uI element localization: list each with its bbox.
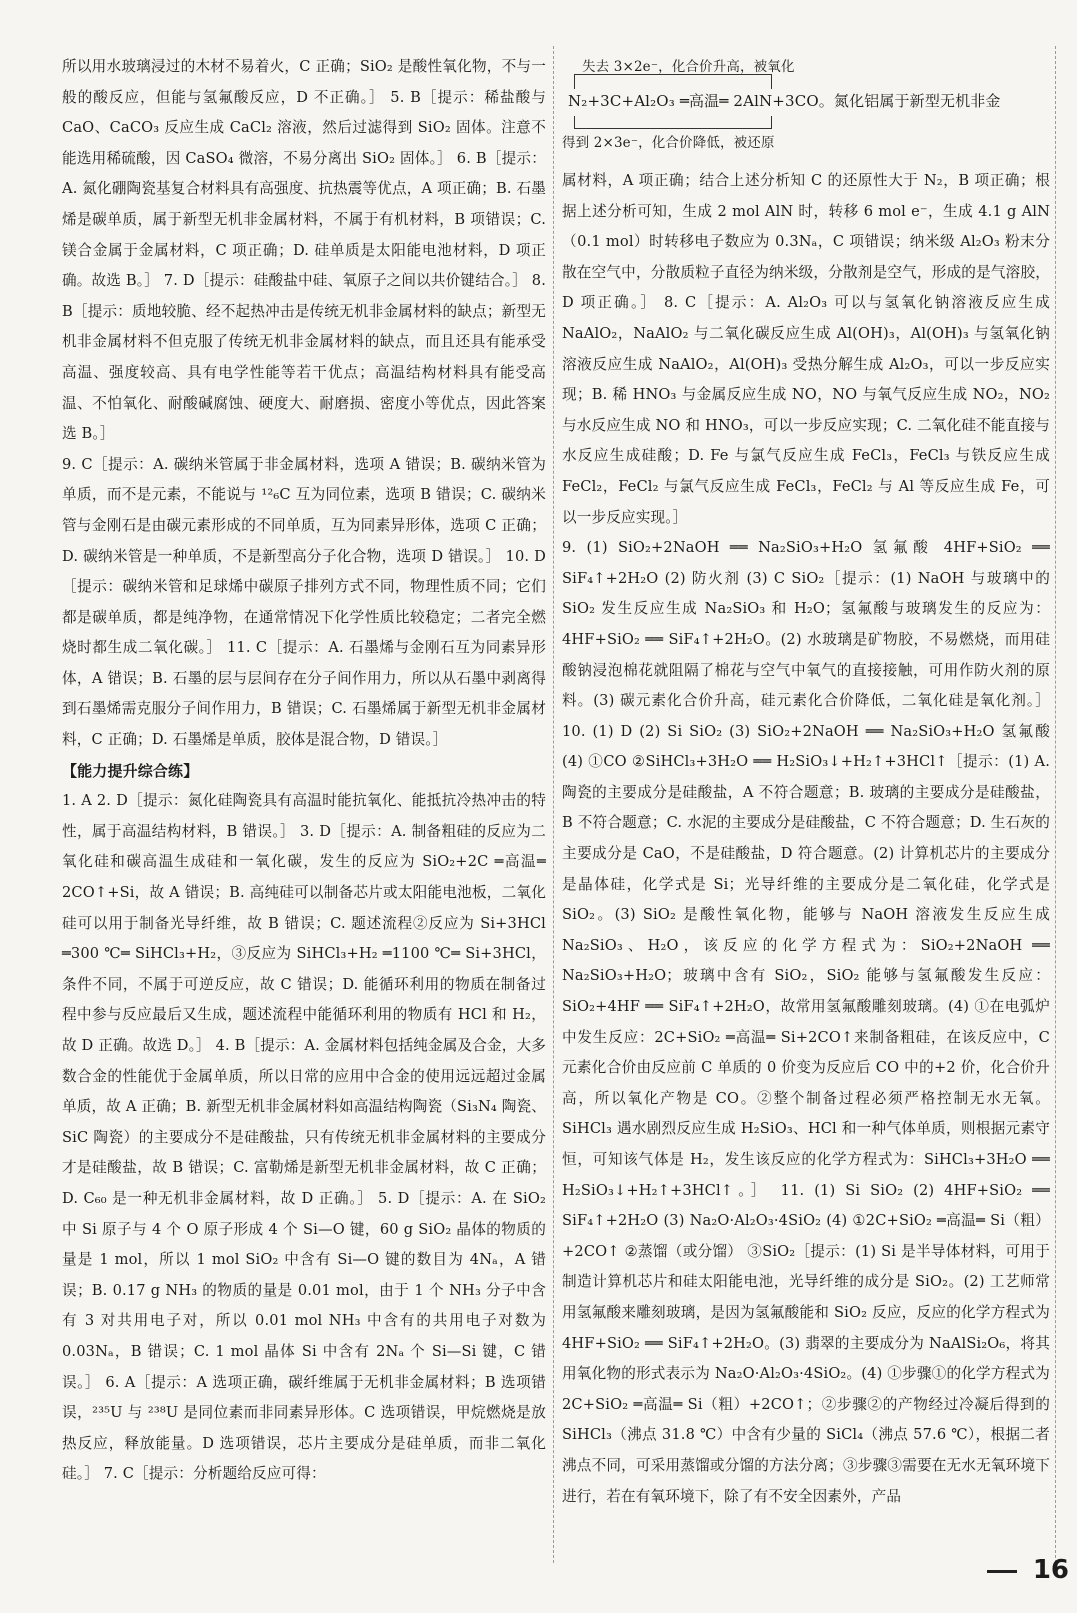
page-number: 16 (1032, 1555, 1069, 1585)
answer-block-2: 9. C［提示：A. 碳纳米管属于非金属材料，选项 A 错误；B. 碳纳米管为单质，而不是元素，不能说与 ¹²₆C 互为同位素，选项 B 错误；C. 碳纳米管与金刚石是由碳元素形成的不同单质，互为同素异形体，选项 C 正确；D. 碳纳米管是一种单质，不是新型高分子化合物，选项 D 错误。］ 10. D［提示：碳纳米管和足球烯中碳原子排列方式不同，物理性质不同；它们都是碳单质，都是纯净物，在通常情况下化学性质比较稳定；二者完全燃烧时都生成二氧化碳。］ 11. C［提示：A. 石墨烯与金刚石互为同素异形体，A 错误；B. 石墨的层与层间存在分子间作用力，所以从石墨中剥离得到石墨烯需克服分子间作用力，B 错误；C. 石墨烯属于新型无机非金属材料，C 正确；D. 石墨烯是单质，胶体是混合物，D 错误。］ (62, 455, 546, 749)
answer-block-4: 属材料，A 项正确；结合上述分析知 C 的还原性大于 N₂，B 项正确；根据上述分析可知，生成 2 mol AlN 时，转移 6 mol e⁻，生成 4.1 g AlN（0.1 mol）时转移电子数应为 0.3Nₐ，C 项错误；纳米级 Al₂O₃ 粉末分散在空气中，分散质粒子直径为纳米级，分散剂是空气，形成的是气溶胶，D 项正确。］ 8. C［提示：A. Al₂O₃ 可以与氢氧化钠溶液反应生成 NaAlO₂，NaAlO₂ 与二氧化碳反应生成 Al(OH)₃，Al(OH)₃ 与氢氧化钠溶液反应生成 NaAlO₂，Al(OH)₃ 受热分解生成 Al₂O₃，可以一步反应实现；B. 稀 HNO₃ 与金属反应生成 NO，NO 与氧气反应生成 NO₂，NO₂ 与水反应生成 NO 和 HNO₃，可以一步反应实现；C. 二氧化硅不能直接与水反应生成硅酸；D. Fe 与氯气反应生成 FeCl₃，FeCl₃ 与铁反应生成 FeCl₂，FeCl₂ 与氯气反应生成 FeCl₃，FeCl₂ 与 Al 等反应生成 Fe，可以一步反应实现。］ (562, 172, 1050, 526)
answer-block-1: 所以用水玻璃浸过的木材不易着火，C 正确；SiO₂ 是酸性氧化物，不与一般的酸反应，但能与氢氟酸反应，D 不正确。］ 5. B［提示：稀盐酸与 CaO、CaCO₃ 反应生成 CaCl₂ 溶液，然后过滤得到 SiO₂ 固体。注意不能选用稀硫酸，因 CaSO₄ 微溶，不易分离出 SiO₂ 固体。］ 6. B［提示：A. 氮化硼陶瓷基复合材料具有高强度、抗热震等优点，A 项正确；B. 石墨烯是碳单质，属于新型无机非金属材料，不属于有机材料，B 项错误；C. 镁合金属于金属材料，C 项正确；D. 硅单质是太阳能电池材料，D 项正确。故选 B。］ 7. D［提示：硅酸盐中硅、氧原子之间以共价键结合。］ 8. B［提示：质地较脆、经不起热冲击是传统无机非金属材料的缺点；新型无机非金属材料不但克服了传统无机非金属材料的缺点，而且还具有能承受高温、强度较高、具有电学性能等若干优点；高温结构材料具有能受高温、不怕氧化、耐酸碱腐蚀、硬度大、耐磨损、密度小等优点，因此答案选 B。］ (62, 58, 546, 443)
electron-gain-label: 得到 2×3e⁻，化合价降低，被还原 (562, 135, 775, 151)
page-number-dash (987, 1570, 1017, 1573)
section-heading: 【能力提升综合练】 (62, 761, 199, 780)
electron-loss-label: 失去 3×2e⁻，化合价升高，被氧化 (582, 59, 795, 75)
right-column (562, 52, 1050, 1512)
right-edge-divider (1055, 46, 1056, 1563)
column-divider (553, 46, 554, 1563)
left-column (62, 52, 546, 1490)
answer-block-3: 1. A 2. D［提示：氮化硅陶瓷具有高温时能抗氧化、能抵抗冷热冲击的特性，属于高温结构材料，B 错误。］ 3. D［提示：A. 制备粗硅的反应为二氧化硅和碳高温生成硅和一氧化碳，发生的反应为 SiO₂+2C ═高温═ 2CO↑+Si，故 A 错误；B. 高纯硅可以制备芯片或太阳能电池板，二氧化硅可以用于制备光导纤维，故 B 错误；C. 题述流程②反应为 Si+3HCl ═300 ℃═ SiHCl₃+H₂，③反应为 SiHCl₃+H₂ ═1100 ℃═ Si+3HCl，条件不同，不属于可逆反应，故 C 错误；D. 能循环利用的物质在制备过程中参与反应最后又生成，题述流程中能循环利用的物质有 HCl 和 H₂，故 D 正确。故选 D。］ 4. B［提示：A. 金属材料包括纯金属及合金，大多数合金的性能优于金属单质，所以日常的应用中合金的使用远远超过金属单质，故 A 正确；B. 新型无机非金属材料如高温结构陶瓷（Si₃N₄ 陶瓷、SiC 陶瓷）的主要成分不是硅酸盐，只有传统无机非金属材料的主要成分才是硅酸盐，故 B 错误；C. 富勒烯是新型无机非金属材料，故 C 正确；D. C₆₀ 是一种无机非金属材料，故 D 正确。］ 5. D［提示：A. 在 SiO₂ 中 Si 原子与 4 个 O 原子形成 4 个 Si—O 键，60 g SiO₂ 晶体的物质的量是 1 mol，所以 1 mol SiO₂ 中含有 Si—O 键的数目为 4Nₐ，A 错误；B. 0.17 g NH₃ 的物质的量是 0.01 mol，由于 1 个 NH₃ 分子中含有 3 对共用电子对，所以 0.01 mol NH₃ 中含有的共用电子对数为 0.03Nₐ，B 错误；C. 1 mol 晶体 Si 中含有 2Nₐ 个 Si—Si 键，C 错误。］ 6. A［提示：A 选项正确，碳纤维属于无机非金属材料；B 选项错误，²³⁵U 与 ²³⁸U 是同位素而非同素异形体。C 选项错误，甲烷燃烧是放热反应，释放能量。D 选项错误，芯片主要成分是硅单质，而非二氧化硅。］ 7. C［提示：分析题给反应可得： (62, 792, 546, 1483)
answer-block-5: 9. (1) SiO₂+2NaOH ══ Na₂SiO₃+H₂O 氢氟酸 4HF+SiO₂ ══ SiF₄↑+2H₂O (2) 防火剂 (3) C SiO₂［提示：(1) NaOH 与玻璃中的 SiO₂ 发生反应生成 Na₂SiO₃ 和 H₂O；氢氟酸与玻璃发生的反应为：4HF+SiO₂ ══ SiF₄↑+2H₂O。(2) 水玻璃是矿物胶，不易燃烧，而用硅酸钠浸泡棉花就阻隔了棉花与空气中氧气的直接接触，可用作防火剂的原料。(3) 碳元素化合价升高，硅元素化合价降低，二氧化硅是氧化剂。］ 10. (1) D (2) Si SiO₂ (3) SiO₂+2NaOH ══ Na₂SiO₃+H₂O 氢氟酸 (4) ①CO ②SiHCl₃+3H₂O ══ H₂SiO₃↓+H₂↑+3HCl↑［提示：(1) A. 陶瓷的主要成分是硅酸盐，A 不符合题意；B. 玻璃的主要成分是硅酸盐，B 不符合题意；C. 水泥的主要成分是硅酸盐，C 不符合题意；D. 生石灰的主要成分是 CaO，不是硅酸盐，D 符合题意。(2) 计算机芯片的主要成分是晶体硅，化学式是 Si；光导纤维的主要成分是二氧化硅，化学式是 SiO₂。(3) SiO₂ 是酸性氧化物，能够与 NaOH 溶液发生反应生成 Na₂SiO₃、H₂O，该反应的化学方程式为：SiO₂+2NaOH ══ Na₂SiO₃+H₂O；玻璃中含有 SiO₂，SiO₂ 能够与氢氟酸发生反应：SiO₂+4HF ══ SiF₄↑+2H₂O，故常用氢氟酸雕刻玻璃。(4) ①在电弧炉中发生反应：2C+SiO₂ ═高温═ Si+2CO↑来制备粗硅，在该反应中，C 元素化合价由反应前 C 单质的 0 价变为反应后 CO 中的+2 价，化合价升高，所以氧化产物是 CO。②整个制备过程必须严格控制无水无氧。SiHCl₃ 遇水剧烈反应生成 H₂SiO₃、HCl 和一种气体单质，则根据元素守恒，可知该气体是 H₂，发生该反应的化学方程式为：SiHCl₃+3H₂O ══ H₂SiO₃↓+H₂↑+3HCl↑。］ 11. (1) Si SiO₂ (2) 4HF+SiO₂ ══ SiF₄↑+2H₂O (3) Na₂O·Al₂O₃·4SiO₂ (4) ①2C+SiO₂ ═高温═ Si（粗）+2CO↑ ②蒸馏（或分馏） ③SiO₂［提示：(1) Si 是半导体材料，可用于制造计算机芯片和硅太阳能电池，光导纤维的成分是 SiO₂。(2) 工艺师常用氢氟酸来雕刻玻璃，是因为氢氟酸能和 SiO₂ 反应，反应的化学方程式为 4HF+SiO₂ ══ SiF₄↑+2H₂O。(3) 翡翠的主要成分为 NaAlSi₂O₆，将其用氧化物的形式表示为 Na₂O·Al₂O₃·4SiO₂。(4) ①步骤①的化学方程式为 2C+SiO₂ ═高温═ Si（粗）+2CO↑；②步骤②的产物经过冷凝后得到的 SiHCl₃（沸点 31.8 ℃）中含有少量的 SiCl₄（沸点 57.6 ℃），根据二者沸点不同，可采用蒸馏或分馏的方法分离；③步骤③需要在无水无氧环境下进行，若在有氧环境下，除了有不安全因素外，产品 (562, 539, 1050, 1505)
redox-diagram (562, 52, 1050, 164)
redox-equation: N₂+3C+Al₂O₃ ═高温═ 2AlN+3CO。氮化铝属于新型无机非金 (568, 92, 1001, 110)
